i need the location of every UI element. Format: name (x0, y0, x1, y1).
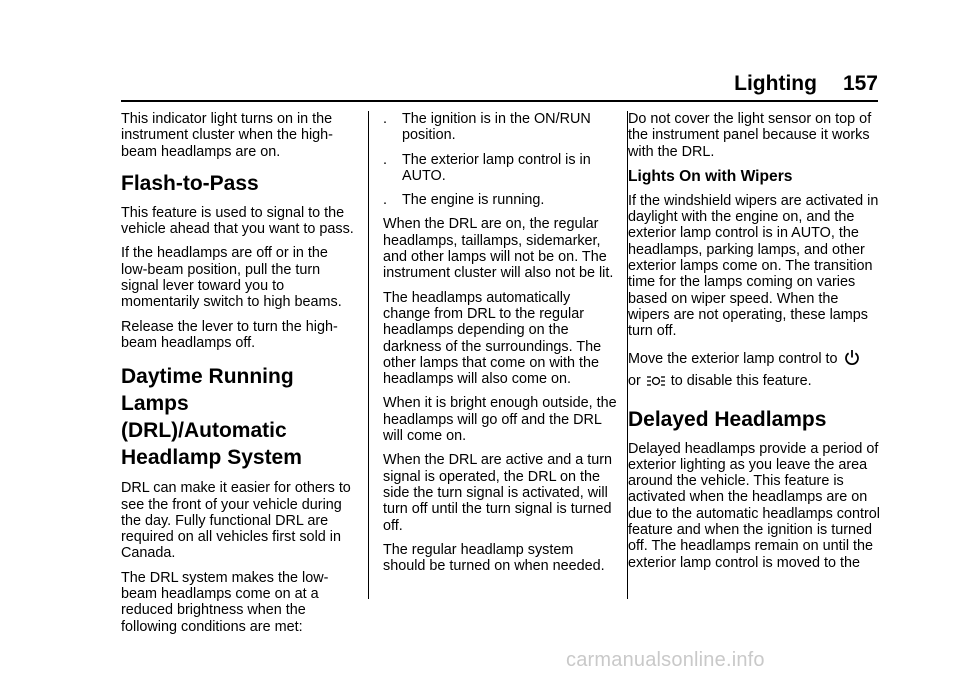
paragraph: The headlamps automatically change from DRL to the regular headlamps depending on the darkness of the surroundings. The other lamps that come on with the headlamps will also come on. (383, 289, 602, 388)
paragraph: The DRL system makes the low-beam headlamps come on at a reduced brightness when the following conditions are met: (121, 569, 329, 635)
page-number: 157 (842, 72, 878, 95)
watermark: carmanualsonline.info (566, 649, 765, 671)
paragraph: If the windshield wipers are activated in daylight with the engine on, and the exterior lamp control is in AUTO, the headlamps, parking lamps, and other exterior lamps come on. The transition time for the lamps coming on varies based on wiper speed. When the wipers are not operating, these lamps turn off. (628, 192, 879, 340)
page-header (0, 72, 878, 96)
paragraph: When it is bright enough outside, the headlamps will go off and the DRL will come on. (383, 395, 617, 445)
column-divider (368, 111, 369, 599)
parking-lamp-icon (647, 374, 665, 388)
list-item (383, 192, 617, 208)
paragraph: This indicator light turns on in the instrument cluster when the high-beam headlamps are on. (121, 111, 333, 160)
paragraph: DRL can make it easier for others to see the front of your vehicle during the day. Fully functional DRL are required on all vehicles first sold in Canada. (121, 480, 351, 562)
list-item (383, 152, 617, 185)
power-icon (844, 349, 860, 366)
paragraph: If the headlamps are off or in the low-beam position, pull the turn signal lever toward you to momentarily switch to high beams. (121, 245, 342, 311)
paragraph: Delayed headlamps provide a period of exterior lighting as you leave the area around the vehicle. This feature is activated when the headlamps are on due to the automatic headlamps control feature and when the ignition is turned off. The headlamps remain on until the exterior lamp control is moved to the (628, 440, 880, 571)
paragraph-with-icons: Move the exterior lamp control to or to disable this feature. (628, 348, 880, 392)
bullet: . (383, 192, 387, 209)
bullet: . (383, 151, 387, 168)
section-title: Lighting (734, 72, 817, 95)
paragraph: The regular headlamp system should be turned on when needed. (383, 541, 605, 575)
column-1 (121, 111, 357, 643)
paragraph: This feature is used to signal to the vehicle ahead that you want to pass. (121, 204, 354, 238)
bullet: . (383, 111, 387, 127)
heading-delayed-headlamps: Delayed Headlamps (628, 407, 827, 431)
paragraph: Do not cover the light sensor on top of the instrument panel because it works with the DRL. (628, 111, 872, 160)
header-rule (121, 100, 878, 102)
column-2 (383, 111, 617, 582)
list-item-text: The engine is running. (402, 192, 545, 209)
heading-lights-on-with-wipers: Lights On with Wipers (628, 167, 793, 185)
heading-flash-to-pass: Flash-to-Pass (121, 171, 259, 195)
heading-drl: Daytime Running Lamps (DRL)/Automatic Headlamp System (121, 365, 302, 470)
column-3 (628, 111, 880, 579)
list-item-text: The ignition is in the ON/RUN position. (402, 111, 591, 144)
paragraph: Release the lever to turn the high-beam headlamps off. (121, 318, 338, 351)
paragraph: When the DRL are on, the regular headlamps, taillamps, sidemarker, and other lamps will not be on. The instrument cluster will also not be lit. (383, 216, 614, 282)
list-item (383, 111, 617, 144)
paragraph: When the DRL are active and a turn signal is operated, the DRL on the side the turn signal is activated, will turn off until the turn signal is turned off. (383, 452, 613, 534)
list-item-text: The exterior lamp control is in AUTO. (402, 151, 591, 184)
